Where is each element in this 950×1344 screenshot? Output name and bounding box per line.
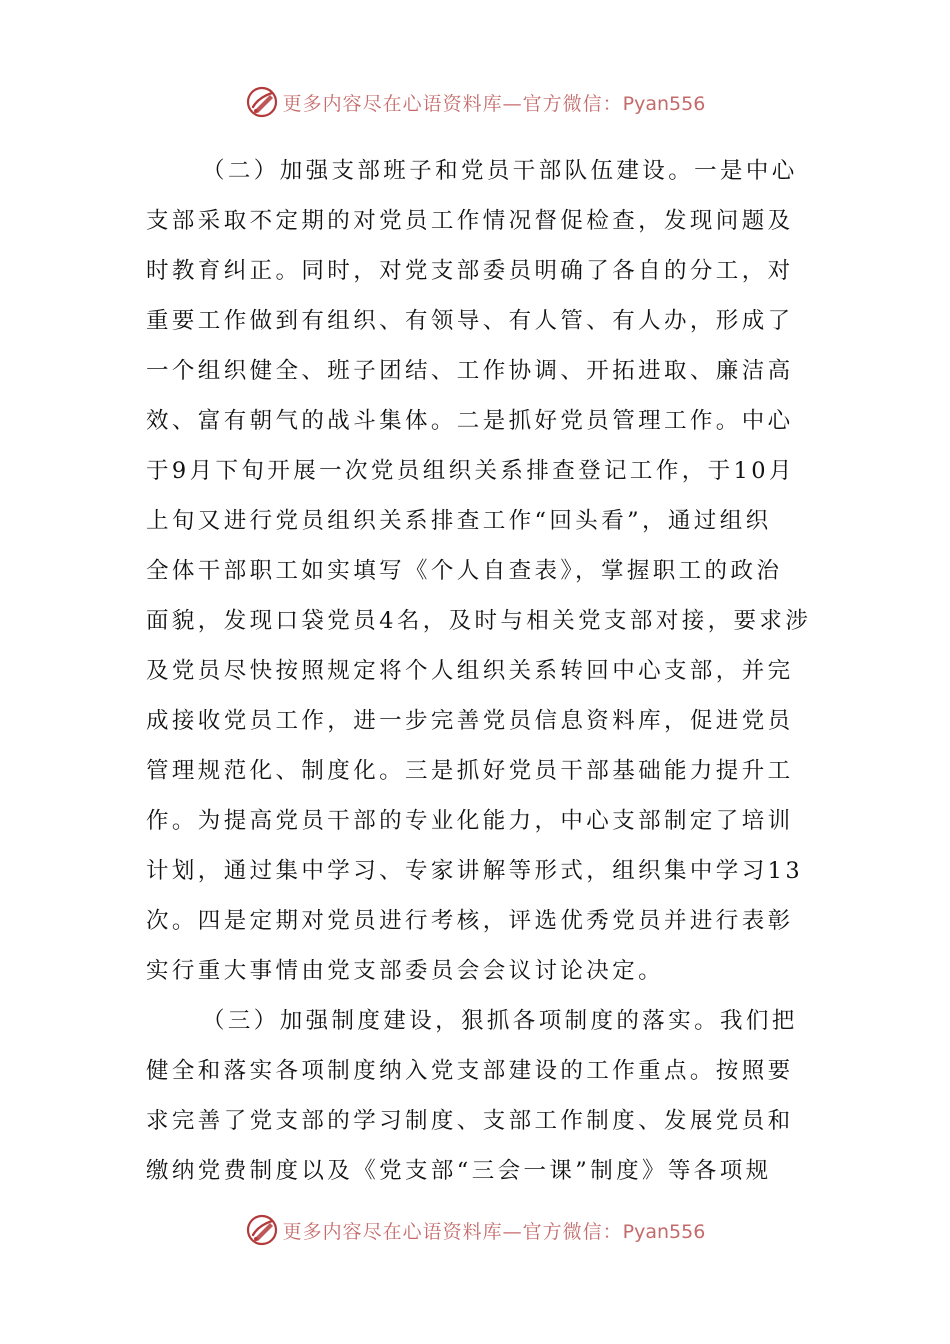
text-line: 重要工作做到有组织、有领导、有人管、有人办，形成了 (146, 308, 794, 334)
text-line: 作。为提高党员干部的专业化能力，中心支部制定了培训 (146, 808, 794, 834)
text-line: 全体干部职工如实填写《个人自查表》，掌握职工的政治 (146, 558, 783, 584)
pen-logo-icon (245, 85, 279, 119)
text-line: 效、富有朝气的战斗集体。二是抓好党员管理工作。中心 (146, 408, 794, 434)
text-line: 求完善了党支部的学习制度、支部工作制度、发展党员和 (146, 1108, 794, 1134)
text-line: 上旬又进行党员组织关系排查工作“回头看”，通过组织 (146, 508, 772, 534)
text-line: （三）加强制度建设，狠抓各项制度的落实。我们把 (202, 1008, 798, 1034)
text-line: 一个组织健全、班子团结、工作协调、开拓进取、廉洁高 (146, 358, 794, 384)
text-line: 时教育纠正。同时，对党支部委员明确了各自的分工，对 (146, 258, 794, 284)
text-line: 于9月下旬开展一次党员组织关系排查登记工作，于10月 (146, 458, 795, 484)
watermark-footer (0, 1210, 950, 1250)
text-line: 管理规范化、制度化。三是抓好党员干部基础能力提升工 (146, 758, 794, 784)
pen-logo-icon (245, 1213, 279, 1247)
document-body (146, 146, 810, 1196)
text-line: 支部采取不定期的对党员工作情况督促检查，发现问题及 (146, 208, 794, 234)
text-line: 及党员尽快按照规定将个人组织关系转回中心支部，并完 (146, 658, 794, 684)
watermark-text: 更多内容尽在心语资料库—官方微信：Pyan556 (282, 92, 706, 115)
text-line: 缴纳党费制度以及《党支部“三会一课”制度》等各项规 (146, 1158, 772, 1184)
watermark-text: 更多内容尽在心语资料库—官方微信：Pyan556 (282, 1220, 706, 1243)
paragraph-2 (146, 146, 810, 996)
text-line: 实行重大事情由党支部委员会会议讨论决定。 (146, 958, 665, 984)
text-line: 次。四是定期对党员进行考核，评选优秀党员并进行表彰 (146, 908, 794, 934)
text-line: 计划，通过集中学习、专家讲解等形式，组织集中学习13 (146, 858, 804, 884)
text-line: 面貌，发现口袋党员4名，及时与相关党支部对接，要求涉 (146, 608, 812, 634)
text-line: （二）加强支部班子和党员干部队伍建设。一是中心 (202, 158, 798, 184)
watermark-header (0, 82, 950, 122)
paragraph-3 (146, 996, 810, 1196)
text-line: 健全和落实各项制度纳入党支部建设的工作重点。按照要 (146, 1058, 794, 1084)
text-line: 成接收党员工作，进一步完善党员信息资料库，促进党员 (146, 708, 794, 734)
